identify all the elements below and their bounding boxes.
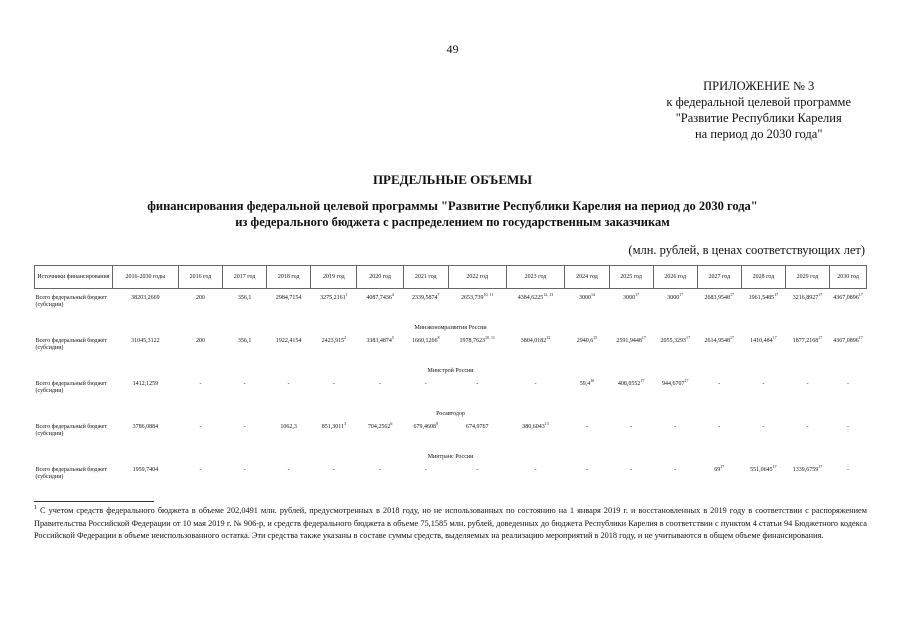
value-cell — [178, 465, 222, 497]
footnote-ref: 16 — [590, 378, 595, 383]
value-cell — [311, 379, 357, 411]
value-cell — [741, 379, 785, 411]
group-row — [35, 368, 867, 379]
value-cell — [267, 336, 311, 368]
value-cell — [697, 289, 741, 326]
cell-value: 1062,3 — [280, 424, 297, 430]
table-row — [35, 336, 867, 368]
cell-value: 2423,915 — [321, 338, 345, 344]
value-cell — [506, 336, 565, 368]
cell-value: 4384,6225 — [517, 295, 544, 301]
cell-value: - — [762, 381, 765, 387]
cell-value: 1410,484 — [750, 338, 773, 344]
footnote-ref: 9 — [436, 421, 438, 426]
document-subtitle — [40, 198, 865, 230]
value-cell — [741, 289, 785, 326]
column-header: 2026 год — [653, 266, 697, 289]
cell-value: - — [199, 381, 202, 387]
footnote-ref: 7 — [437, 292, 440, 297]
cell-value: - — [762, 424, 765, 430]
value-cell — [653, 336, 697, 368]
value-cell — [506, 465, 565, 497]
value-cell — [830, 379, 867, 411]
group-row — [35, 411, 867, 422]
table-body — [35, 289, 867, 498]
cell-value: 3275,2161 — [320, 295, 346, 301]
value-cell — [565, 336, 609, 368]
footnote-ref: 17 — [641, 335, 646, 340]
column-header: 2019 год — [311, 266, 357, 289]
funding-source-cell: Всего федеральный бюджет (субсидии) — [35, 424, 107, 437]
cell-value: - — [287, 381, 290, 387]
cell-value: 2683,9548 — [704, 295, 731, 301]
value-cell — [178, 379, 222, 411]
cell-value: - — [585, 467, 588, 473]
cell-value: 944,6707 — [661, 381, 685, 387]
cell-value: - — [630, 424, 633, 430]
table-row — [35, 422, 867, 454]
value-cell — [267, 289, 311, 326]
cell-value: 356,1 — [237, 295, 252, 301]
value-cell — [112, 422, 178, 454]
cell-value: 1412,1259 — [132, 381, 159, 387]
footnote-ref: 17 — [730, 292, 735, 297]
value-cell — [506, 289, 565, 326]
value-cell — [830, 336, 867, 368]
value-cell — [178, 289, 222, 326]
value-cell — [267, 379, 311, 411]
footnote-ref: 14 — [590, 292, 595, 297]
cell-value: 356,1 — [237, 338, 252, 344]
cell-value: 38203,2669 — [131, 295, 160, 301]
value-cell — [565, 465, 609, 497]
subtitle-line: финансирования федеральной целевой программы "Развитие Республики Карелия на период до 2030 года" — [147, 199, 758, 213]
value-cell — [112, 336, 178, 368]
cell-value: 851,3011 — [321, 424, 344, 430]
value-cell — [697, 422, 741, 454]
table-header — [35, 266, 867, 289]
value-cell — [741, 336, 785, 368]
cell-value: 200 — [195, 338, 205, 344]
column-header: 2029 год — [785, 266, 829, 289]
footnote-ref: 13 — [544, 421, 549, 426]
cell-value: - — [476, 467, 479, 473]
value-cell — [653, 289, 697, 326]
cell-value: - — [534, 467, 537, 473]
cell-value: 1339,6759 — [792, 467, 819, 473]
funding-source-cell: Всего федеральный бюджет (субсидии) — [35, 381, 107, 394]
cell-value: - — [199, 467, 202, 473]
funding-source-cell: Всего федеральный бюджет (субсидии) — [35, 295, 107, 308]
value-cell — [565, 422, 609, 454]
footnote-ref: 8 — [437, 335, 440, 340]
footnote-ref: 17 — [818, 292, 823, 297]
funding-source-cell: Всего федеральный бюджет (субсидии) — [35, 467, 107, 480]
value-cell — [223, 289, 267, 326]
footnote-ref: 17 — [818, 335, 823, 340]
footnote-ref: 3 — [343, 421, 346, 426]
cell-value: - — [476, 381, 479, 387]
footnote-ref: 17 — [720, 464, 725, 469]
cell-value: - — [534, 381, 537, 387]
column-header: 2016 год — [178, 266, 222, 289]
footnote-ref: 17 — [685, 335, 690, 340]
value-cell — [653, 422, 697, 454]
value-cell — [653, 379, 697, 411]
column-header: 2024 год — [565, 266, 609, 289]
cell-value: 408,0552 — [617, 381, 641, 387]
value-cell — [223, 379, 267, 411]
value-cell — [178, 336, 222, 368]
cell-value: 1660,1266 — [412, 338, 438, 344]
value-cell — [267, 422, 311, 454]
cell-value: - — [585, 424, 588, 430]
value-cell — [785, 422, 829, 454]
column-header: 2030 год — [830, 266, 867, 289]
cell-value: 704,2562 — [367, 424, 391, 430]
value-cell — [403, 289, 448, 326]
customer-group-label: Минтранс России — [427, 454, 474, 460]
value-cell — [448, 336, 506, 368]
value-cell — [223, 422, 267, 454]
cell-value: 2653,739 — [461, 295, 484, 301]
cell-value: - — [424, 381, 427, 387]
footnote-ref: 17 — [640, 378, 645, 383]
cell-value: 3000 — [667, 295, 680, 301]
cell-value: 3786,0884 — [132, 424, 159, 430]
units-note: (млн. рублей, в ценах соответствующих лет) — [628, 243, 865, 257]
appendix-line: на период до 2030 года" — [694, 127, 823, 141]
column-header: 2028 год — [741, 266, 785, 289]
customer-group-label: Росавтодор — [436, 411, 465, 417]
cell-value: 4087,7436 — [366, 295, 392, 301]
cell-value: - — [718, 381, 721, 387]
value-cell — [697, 379, 741, 411]
appendix-line: к федеральной целевой программе — [666, 95, 851, 109]
cell-value: 3216,8927 — [792, 295, 819, 301]
value-cell — [357, 289, 403, 326]
appendix-line: "Развитие Республики Карелия — [675, 111, 842, 125]
cell-value: 3000 — [623, 295, 636, 301]
value-cell — [403, 422, 448, 454]
cell-value: - — [243, 381, 246, 387]
cell-value: - — [199, 424, 202, 430]
footnote-ref: 17 — [635, 292, 640, 297]
footnote-ref: 17 — [679, 292, 684, 297]
cell-value: - — [332, 467, 335, 473]
value-cell — [403, 465, 448, 497]
value-cell — [565, 289, 609, 326]
cell-value: 4367,0896 — [833, 295, 859, 301]
cell-value: - — [243, 467, 246, 473]
column-header: 2022 год — [448, 266, 506, 289]
column-header: 2018 год — [267, 266, 311, 289]
value-cell — [403, 379, 448, 411]
column-header: 2027 год — [697, 266, 741, 289]
value-cell — [653, 465, 697, 497]
document-title: ПРЕДЕЛЬНЫЕ ОБЪЕМЫ — [372, 172, 533, 187]
cell-value: - — [674, 424, 677, 430]
cell-value: 380,6043 — [522, 424, 545, 430]
value-cell — [112, 289, 178, 326]
footnote-ref: 17 — [730, 335, 735, 340]
value-cell — [178, 422, 222, 454]
cell-value: 69 — [714, 467, 721, 473]
value-cell — [112, 465, 178, 497]
value-cell — [448, 422, 506, 454]
value-cell — [311, 336, 357, 368]
footnote-ref: 10, 11 — [483, 292, 494, 297]
cell-value: 200 — [195, 295, 205, 301]
value-cell — [830, 465, 867, 497]
cell-value: 1877,2168 — [792, 338, 819, 344]
footnote-mark: 1 — [34, 505, 37, 512]
value-cell — [357, 422, 403, 454]
value-cell — [697, 336, 741, 368]
footnote-ref: 4 — [391, 292, 394, 297]
appendix-header — [666, 78, 851, 142]
column-header: 2023 год — [506, 266, 565, 289]
footnote-ref: 10, 11 — [485, 335, 495, 340]
footnote-ref: 17 — [858, 335, 863, 340]
footnote-ref: 1 — [345, 292, 348, 297]
column-header: 2020 год — [357, 266, 403, 289]
cell-value: - — [630, 467, 633, 473]
page-number: 49 — [446, 42, 459, 56]
footnote-ref: 17 — [772, 335, 777, 340]
cell-value: 1961,5485 — [748, 295, 775, 301]
value-cell — [609, 336, 653, 368]
cell-value: 4367,0896 — [833, 338, 859, 344]
value-cell — [697, 465, 741, 497]
subtitle-line: из федерального бюджета с распределением по государственным заказчикам — [235, 215, 670, 229]
cell-value: 2940,6 — [576, 338, 594, 344]
value-cell — [357, 465, 403, 497]
value-cell — [609, 379, 653, 411]
cell-value: - — [332, 381, 335, 387]
value-cell — [311, 289, 357, 326]
cell-value: - — [847, 424, 850, 430]
value-cell — [267, 465, 311, 497]
cell-value: - — [718, 424, 721, 430]
funding-source-cell: Всего федеральный бюджет (субсидии) — [35, 338, 107, 351]
cell-value: 1978,7623 — [459, 338, 486, 344]
footnote-ref: 17 — [774, 292, 779, 297]
cell-value: - — [806, 381, 809, 387]
footnote-ref: 17 — [772, 464, 777, 469]
footnote — [34, 505, 867, 543]
cell-value: 2984,7154 — [275, 295, 302, 301]
footnote-ref: 17 — [858, 292, 863, 297]
value-cell — [741, 465, 785, 497]
table-row — [35, 289, 867, 326]
column-header: 2021 год — [403, 266, 448, 289]
value-cell — [311, 422, 357, 454]
value-cell — [403, 336, 448, 368]
value-cell — [785, 289, 829, 326]
value-cell — [448, 289, 506, 326]
header-row — [35, 266, 867, 289]
cell-value: 679,4608 — [413, 424, 436, 430]
cell-value: - — [847, 381, 850, 387]
value-cell — [448, 465, 506, 497]
cell-value: 1959,7404 — [132, 467, 159, 473]
cell-value: 1922,4154 — [275, 338, 302, 344]
value-cell — [223, 465, 267, 497]
value-cell — [311, 465, 357, 497]
value-cell — [785, 379, 829, 411]
value-cell — [506, 422, 565, 454]
cell-value: - — [424, 467, 427, 473]
cell-value: - — [379, 467, 382, 473]
value-cell — [223, 336, 267, 368]
cell-value: 59,4 — [579, 381, 591, 387]
cell-value: 2339,5874 — [412, 295, 438, 301]
cell-value: - — [287, 467, 290, 473]
footnote-text: С учетом средств федерального бюджета в объеме 202,0491 млн. рублей, предусмотренных в 2018 году, но не использованных по состоянию на 1 января 2019 г. и восстановленных в 2019 году в соответствии с распоряжением Правительства Российской Федерации от 10 мая 2019 г. № 906-р, и средств федерального бюджета в объеме 75,1585 млн. рублей, доведенных до бюджета Республики Карелия в соответствии с пунктом 4 статьи 94 Бюджетного кодекса Российской Федерации в объеме неиспользованного остатка. Эти средства также указаны в составе суммы средств, выделяемых на реализацию мероприятий в 2018 году, и не учитываются в общем объеме финансирования. — [34, 506, 867, 540]
value-cell — [785, 465, 829, 497]
value-cell — [112, 379, 178, 411]
value-cell — [609, 465, 653, 497]
cell-value: 2055,3293 — [660, 338, 686, 344]
cell-value: - — [674, 467, 677, 473]
cell-value: 31045,3122 — [131, 338, 160, 344]
table-row — [35, 465, 867, 497]
footnote-separator — [34, 501, 154, 502]
footnote-ref: 6 — [390, 421, 393, 426]
cell-value: - — [806, 424, 809, 430]
cell-value: 2614,9548 — [704, 338, 731, 344]
footnote-ref: 12 — [546, 335, 551, 340]
value-cell — [830, 289, 867, 326]
footnote-ref: 12, 13 — [543, 292, 554, 297]
financing-table — [34, 265, 867, 497]
value-cell — [785, 336, 829, 368]
column-header: 2017 год — [223, 266, 267, 289]
cell-value: - — [847, 467, 850, 473]
appendix-title: ПРИЛОЖЕНИЕ № 3 — [703, 79, 815, 93]
customer-group-label: Минстрой России — [427, 368, 474, 374]
cell-value: 551,0645 — [750, 467, 773, 473]
footnote-ref: 17 — [684, 378, 689, 383]
cell-value: 3804,0182 — [520, 338, 547, 344]
value-cell — [448, 379, 506, 411]
cell-value: 674,9767 — [465, 424, 489, 430]
column-header: Источники финансирования — [35, 266, 113, 289]
value-cell — [357, 336, 403, 368]
cell-value: - — [243, 424, 246, 430]
value-cell — [830, 422, 867, 454]
value-cell — [565, 379, 609, 411]
column-header: 2016-2030 годы — [112, 266, 178, 289]
footnote-ref: 15 — [593, 335, 598, 340]
table-row — [35, 379, 867, 411]
cell-value: - — [379, 381, 382, 387]
group-row — [35, 325, 867, 336]
footnote-ref: 5 — [391, 335, 394, 340]
value-cell — [609, 422, 653, 454]
cell-value: 2591,9448 — [616, 338, 642, 344]
footnote-ref: 2 — [344, 335, 347, 340]
column-header: 2025 год — [609, 266, 653, 289]
value-cell — [506, 379, 565, 411]
value-cell — [741, 422, 785, 454]
cell-value: 3000 — [578, 295, 591, 301]
cell-value: 3383,4874 — [366, 338, 392, 344]
customer-group-label: Минэкономразвития России — [414, 325, 487, 331]
value-cell — [357, 379, 403, 411]
group-row — [35, 454, 867, 465]
value-cell — [609, 289, 653, 326]
footnote-ref: 17 — [818, 464, 823, 469]
